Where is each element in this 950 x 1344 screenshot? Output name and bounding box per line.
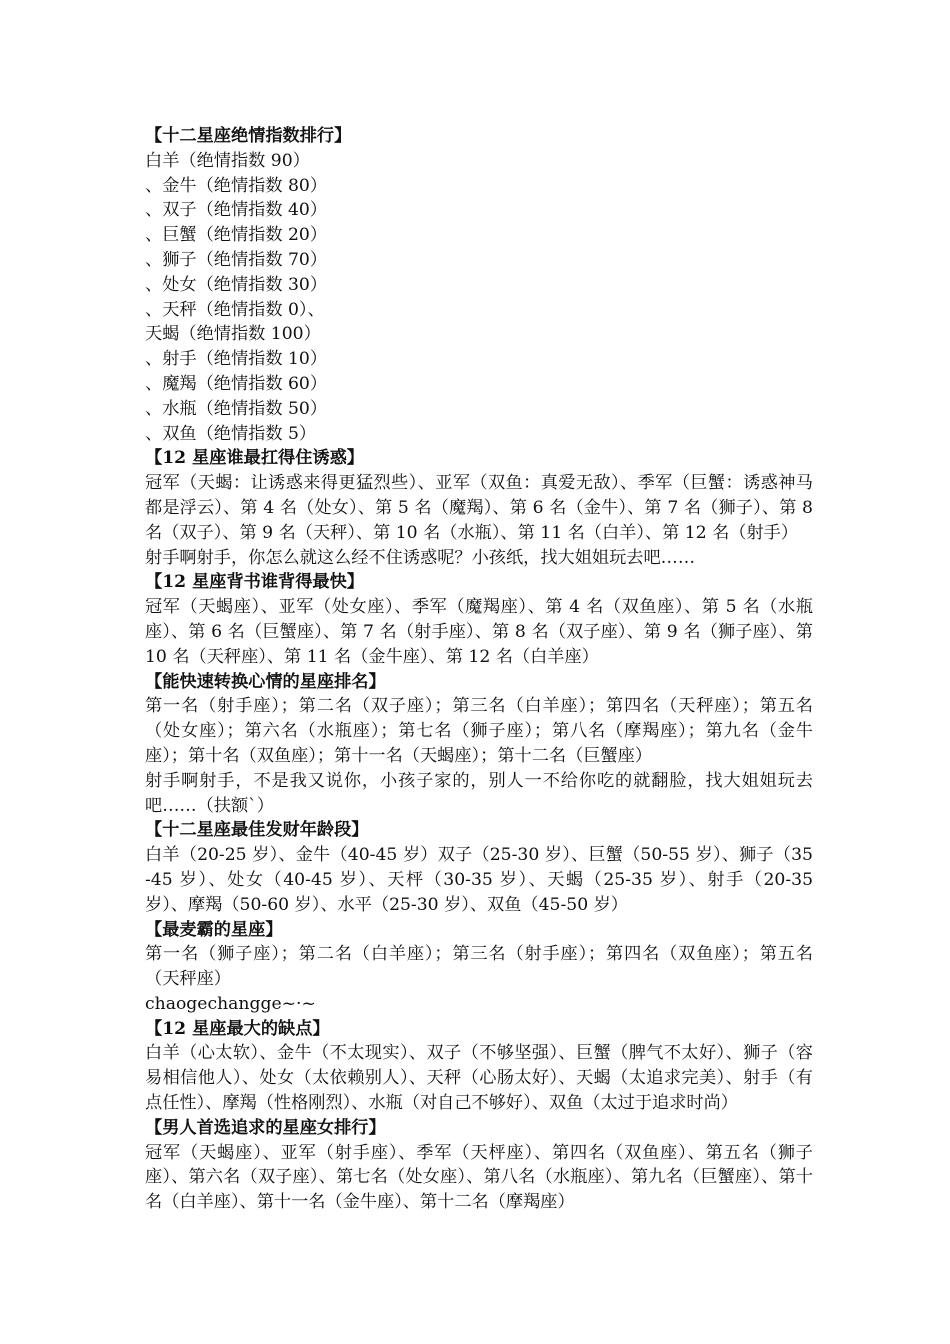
list-item: 、双子（绝情指数 40）	[145, 200, 328, 221]
list-item: 、巨蟹（绝情指数 20）	[145, 225, 328, 246]
section-note: chaogechangge~·~	[145, 993, 316, 1014]
section-heading: 【12 星座最大的缺点】	[145, 1018, 330, 1039]
list-item: 、魔羯（绝情指数 60）	[145, 373, 328, 394]
section-heartless-index	[145, 124, 813, 446]
list-item: 白羊（绝情指数 90）	[145, 150, 310, 171]
list-item: 天蝎（绝情指数 100）	[145, 324, 321, 345]
section-memorize-fastest	[145, 570, 813, 669]
section-heading: 【12 星座谁最扛得住诱惑】	[145, 448, 364, 469]
list-item: 、水瓶（绝情指数 50）	[145, 398, 328, 419]
list-item: 、射手（绝情指数 10）	[145, 349, 328, 370]
list-item: 、狮子（绝情指数 70）	[145, 249, 328, 270]
section-weakness	[145, 1017, 813, 1116]
section-paragraph: 冠军（天蝎座）、亚军（处女座）、季军（魔羯座）、第 4 名（双鱼座）、第 5 名（水瓶座）、第 6 名（巨蟹座）、第 7 名（射手座）、第 8 名（双子座）、第 9 名（狮子座）、第 10 名（天秤座）、第 11 名（金牛座）、第 12 名（白羊座）	[145, 597, 813, 667]
section-mood-switch	[145, 670, 813, 819]
section-paragraph: 第一名（射手座）；第二名（双子座）；第三名（白羊座）；第四名（天秤座）；第五名（处女座）；第六名（水瓶座）；第七名（狮子座）；第八名（摩羯座）；第九名（金牛座）；第十名（双鱼座）；第十一名（天蝎座）；第十二名（巨蟹座）	[145, 696, 813, 766]
document-body	[145, 124, 813, 1215]
list-item: 、天秤（绝情指数 0）、	[145, 299, 325, 320]
section-heading: 【男人首选追求的星座女排行】	[145, 1117, 386, 1138]
section-heading: 【12 星座背书谁背得最快】	[145, 572, 364, 593]
section-heading: 【十二星座最佳发财年龄段】	[145, 820, 369, 841]
list-item: 、处女（绝情指数 30）	[145, 274, 328, 295]
section-paragraph: 冠军（天蝎：让诱惑来得更猛烈些）、亚军（双鱼：真爱无敌）、季军（巨蟹：诱惑神马都是浮云）、第 4 名（处女）、第 5 名（魔羯）、第 6 名（金牛）、第 7 名（狮子）、第 8 名（双子）、第 9 名（天秤）、第 10 名（水瓶）、第 11 名（白羊）、第 12 名（射手）	[145, 473, 813, 543]
section-paragraph: 白羊（20-25 岁）、金牛（40-45 岁）双子（25-30 岁）、巨蟹（50-55 岁）、狮子（35-45 岁）、处女（40-45 岁）、天枰（30-35 岁）、天蝎（25-35 岁）、射手（20-35 岁）、摩羯（50-60 岁）、水平（25-30 岁）、双鱼（45-50 岁）	[145, 845, 813, 915]
section-karaoke	[145, 918, 813, 1017]
section-resist-temptation	[145, 446, 813, 570]
section-paragraph: 白羊（心太软）、金牛（不太现实）、双子（不够坚强）、巨蟹（脾气不太好）、狮子（容易相信他人）、处女（太依赖别人）、天秤（心肠太好）、天蝎（太追求完美）、射手（有点任性）、摩羯（性格刚烈）、水瓶（对自己不够好）、双鱼（太过于追求时尚）	[145, 1043, 813, 1114]
section-note: 射手啊射手，不是我又说你，小孩子家的，别人一不给你吃的就翻脸，找大姐姐玩去吧……（扶额`）	[145, 770, 813, 816]
section-wealth-age	[145, 818, 813, 917]
list-item: 、金牛（绝情指数 80）	[145, 175, 328, 196]
section-men-preference	[145, 1116, 813, 1215]
section-heading: 【十二星座绝情指数排行】	[145, 126, 352, 146]
section-heading: 【能快速转换心情的星座排名】	[145, 671, 386, 692]
section-paragraph: 第一名（狮子座）；第二名（白羊座）；第三名（射手座）；第四名（双鱼座）；第五名（天秤座）	[145, 944, 813, 990]
section-heading: 【最麦霸的星座】	[145, 919, 283, 940]
list-item: 、双鱼（绝情指数 5）	[145, 423, 317, 444]
section-note: 射手啊射手，你怎么就这么经不住诱惑呢？小孩纸，找大姐姐玩去吧……	[145, 547, 696, 568]
section-paragraph: 冠军（天蝎座）、亚军（射手座）、季军（天枰座）、第四名（双鱼座）、第五名（狮子座）、第六名（双子座）、第七名（处女座）、第八名（水瓶座）、第九名（巨蟹座）、第十名（白羊座）、第十一名（金牛座）、第十二名（摩羯座）	[145, 1142, 813, 1213]
